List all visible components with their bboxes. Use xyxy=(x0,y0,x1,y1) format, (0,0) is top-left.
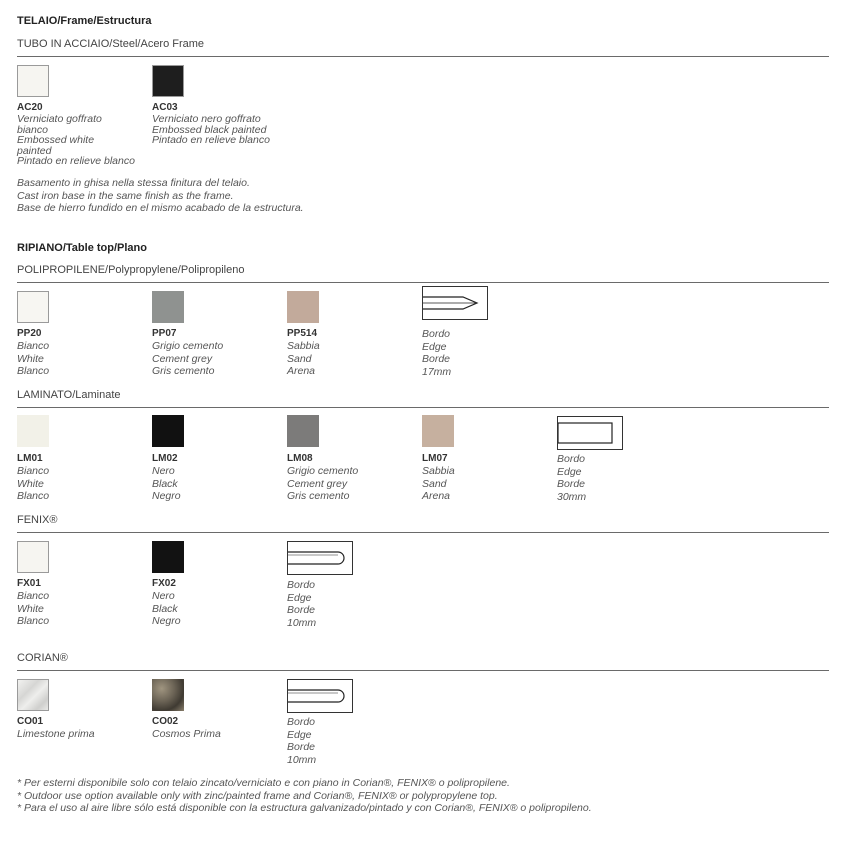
swatch-lm02 xyxy=(152,415,184,447)
edge-profile-tapered-icon xyxy=(422,286,488,320)
swatch-description: Cosmos Prima xyxy=(152,728,221,740)
swatch-code: AC20 xyxy=(17,102,43,113)
swatch-lm01 xyxy=(17,415,49,447)
divider xyxy=(17,670,829,671)
swatch-ac03 xyxy=(152,65,184,97)
edge-description: Bordo Edge Borde 17mm xyxy=(422,328,452,378)
swatch-code: FX02 xyxy=(152,578,176,589)
swatch-description: Nero Black Negro xyxy=(152,590,181,627)
swatch-pp514 xyxy=(287,291,319,323)
corian-subtitle: CORIAN® xyxy=(17,652,68,664)
edge-description: Bordo Edge Borde 10mm xyxy=(287,579,317,629)
edge-profile-rounded-icon xyxy=(287,679,353,713)
swatch-code: FX01 xyxy=(17,578,41,589)
swatch-description: Limestone prima xyxy=(17,728,95,740)
divider xyxy=(17,56,829,57)
swatch-description: Sabbia Sand Arena xyxy=(287,340,320,377)
swatch-code: CO01 xyxy=(17,716,44,727)
swatch-code: LM07 xyxy=(422,453,448,464)
swatch-description: Grigio cemento Cement grey Gris cemento xyxy=(152,340,224,377)
frame-title: TELAIO/Frame/Estructura xyxy=(17,15,152,27)
swatch-description: Grigio cemento Cement grey Gris cemento xyxy=(287,465,359,502)
swatch-code: PP514 xyxy=(287,328,318,339)
frame-subtitle: TUBO IN ACCIAIO/Steel/Acero Frame xyxy=(17,38,205,50)
swatch-fx02 xyxy=(152,541,184,573)
swatch-description: Nero Black Negro xyxy=(152,465,181,502)
swatch-lm07 xyxy=(422,415,454,447)
swatch-pp20 xyxy=(17,291,49,323)
divider xyxy=(17,407,829,408)
swatch-code: AC03 xyxy=(152,102,178,113)
edge-profile-square-icon xyxy=(557,416,623,450)
swatch-description: Bianco White Blanco xyxy=(17,590,50,627)
swatch-description: Verniciato nero goffrato Embossed black painted Pintado en relieve blanco xyxy=(152,113,270,146)
swatch-code: LM02 xyxy=(152,453,178,464)
divider xyxy=(17,532,829,533)
swatch-code: LM01 xyxy=(17,453,43,464)
polypropylene-subtitle: POLIPROPILENE/Polypropylene/Polipropileno xyxy=(17,264,245,276)
swatch-description: Bianco White Blanco xyxy=(17,465,50,502)
swatch-code: CO02 xyxy=(152,716,179,727)
footnote: * Outdoor use option available only with zinc/painted frame and Corian®, FENIX® or polypropylene top. xyxy=(17,789,498,802)
swatch-description: Bianco White Blanco xyxy=(17,340,50,377)
swatch-ac20 xyxy=(17,65,49,97)
swatch-co01 xyxy=(17,679,49,711)
base-note: Basamento in ghisa nella stessa finitura del telaio. Cast iron base in the same finish as the frame. Base de hierro fundido en el mismo acabado de la estructura. xyxy=(17,177,304,214)
laminate-subtitle: LAMINATO/Laminate xyxy=(17,389,121,401)
swatch-lm08 xyxy=(287,415,319,447)
swatch-fx01 xyxy=(17,541,49,573)
swatch-description: Verniciato goffrato bianco Embossed white painted Pintado en relieve blanco xyxy=(17,113,135,167)
edge-description: Bordo Edge Borde 10mm xyxy=(287,716,317,766)
footnote: * Para el uso al aire libre sólo está disponible con la estructura galvanizado/pintado y con Corian®, FENIX® o polipropileno. xyxy=(17,802,592,814)
swatch-pp07 xyxy=(152,291,184,323)
swatch-code: PP20 xyxy=(17,328,42,339)
swatch-code: PP07 xyxy=(152,328,177,339)
edge-description: Bordo Edge Borde 30mm xyxy=(557,453,587,503)
fenix-subtitle: FENIX® xyxy=(17,514,58,526)
swatch-description: Sabbia Sand Arena xyxy=(422,465,455,502)
divider xyxy=(17,282,829,283)
swatch-co02 xyxy=(152,679,184,711)
footnotes xyxy=(17,777,592,815)
footnote: * Per esterni disponibile solo con telaio zincato/verniciato e con piano in Corian®, FENIX® o polipropilene. xyxy=(17,777,510,789)
swatch-code: LM08 xyxy=(287,453,313,464)
edge-profile-rounded-icon xyxy=(287,541,353,575)
top-title: RIPIANO/Table top/Plano xyxy=(17,242,147,254)
